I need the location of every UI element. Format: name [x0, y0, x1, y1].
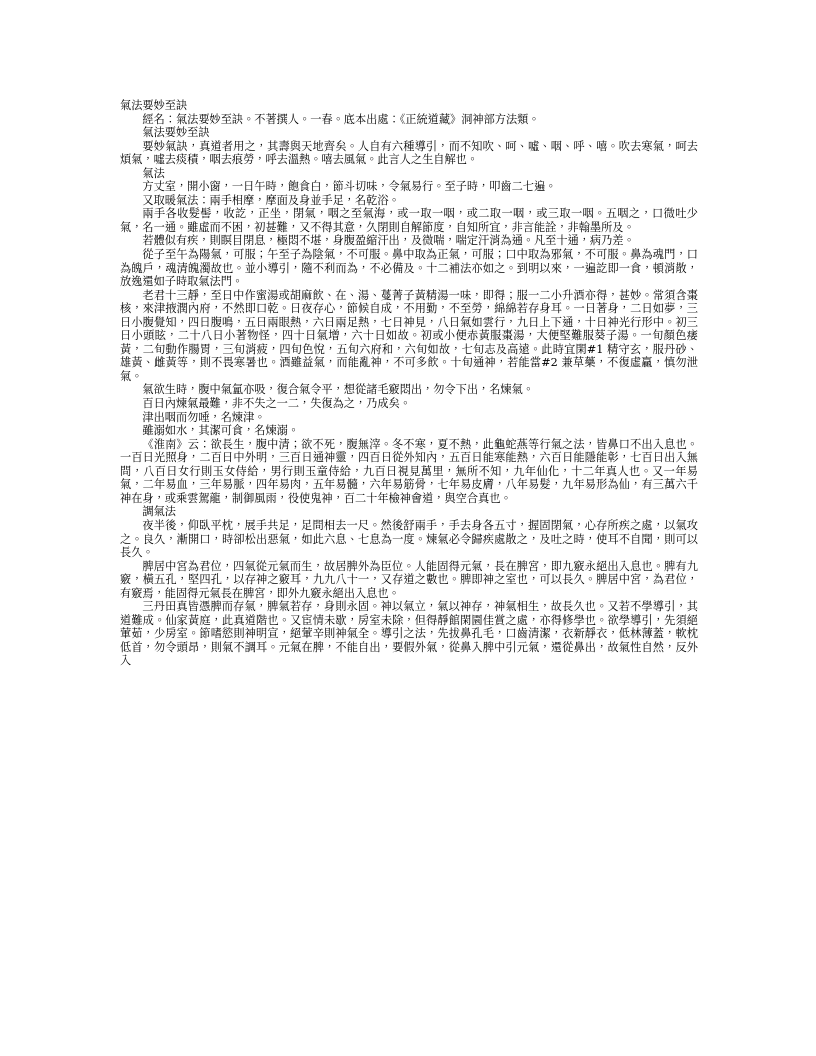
paragraph-body: 《淮南》云：欲長生，腹中清；欲不死，腹無滓。冬不寒，夏不熱，此龜蛇燕等行氣之法，皆鼻口不出入息也。一百日光照身，二百日中外明，三百日通神靈，四百日從外知內，五百日能寒能熱，六百日能隱能彰，七百日出入無問，八百日女行則玉女侍給，男行則玉童侍給，九百日視見萬里，無所不知，九年仙化，十二年真人也。又一年易氣，二年易血，三年易脈，四年易肉，五年易髓，六年易筋骨，七年易皮膚，八年易髮，九年易形為仙，有三萬六千神在身，或乘雲駕龍，制御風雨，役使鬼神，百二十年檢神會道，與空合真也。: [120, 437, 698, 505]
paragraph-body: 若體似有疾，則瞑目閉息，極悶不堪，身腹盈縮汗出，及微喘，喘定汗消為通。凡至十通，病乃差。: [142, 234, 635, 248]
paragraph-body: 要妙氣訣，真道者用之，其壽與天地齊矣。人自有六種導引，而不知吹、呵、噓、咽、呼、嘻。吹去寒氣，呵去煩氣，噓去痰積，咽去痕勞，呼去溫熱。嘻去風氣。此言人之生自解也。: [120, 139, 698, 167]
paragraph-body: 津出咽而勿唾，名煉津。: [142, 410, 266, 424]
paragraph-heading-tiaoqifa: 調氣法: [142, 505, 176, 519]
paragraph-body: 兩手各收髮髻，收訖，正坐，閉氣，咽之至氣海，或一取一咽，或二取一咽，或三取一咽。五咽之，口微吐少氣，名一通。雖虛而不困，初甚難，又不得其意，久閉則自解節度，自知所宜，非言能詮，非翰墨所及。: [120, 207, 698, 234]
paragraph-body: 氣欲生時，腹中氣氳亦吸，復合氣令平，想從諸毛竅悶出，勿令下出，名煉氣。: [142, 383, 534, 397]
paragraph-body: 雖溺如水，其潔可食，名煉溺。: [142, 424, 300, 438]
paragraph-body: 百日內煉氣最難，非不失之一二，失復為之，乃成矣。: [142, 397, 411, 411]
paragraph-heading-qifa-yaomiao: 氣法要妙至訣: [142, 126, 210, 140]
document-text-column: [120, 99, 698, 668]
paragraph-colophon: 經名：氣法要妙至訣。不著撰人。一春。底本出處：《正統道藏》洞神部方法類。: [142, 112, 540, 126]
paragraph-body: 又取暖氣法：兩手相摩，摩面及身並手足，名乾浴。: [142, 193, 400, 207]
paragraph-body: 脾居中宮為君位，四氣從元氣而生，故居脾外為臣位。人能固得元氣，長在脾宮，即九竅永絕出入息也。脾有九竅，橫五孔，堅四孔，以存神之竅耳，九九八十一，又存道之數也。脾即神之室也，可以長久。脾居中宮，為君位，有竅焉，能固得元氣長在脾宮，即外九竅永絕出入息也。: [120, 559, 698, 600]
paragraph-body: 老君十三靜，至日中作蜜湯或胡麻飲、在、湯、蔓菁子黃精湯一味，即得；服一二小升酒亦得，甚妙。常須含棗核，來津掖潤內府，不然即口乾。日夜存心，節候自成，不用勤，不至勞，綿綿若存身耳。一日著身，二日如夢，三日小腹覺知，四日腹鳴，五日兩眼熱，六日兩足熱，七日神見，八日氣如雲行，九日上下通，十日神光行形中。初三日小頭眩，二十八日小著物怪，四十日氣增，六十日如故。初或小便赤黃服棗湯，大便堅難服葵子湯。一旬顏色痿黃，二旬動作腸胃，三旬消疲，四旬色悅，五旬六府和，六旬如故，七旬志及高遠。此時宜閑#1 精守玄，服丹砂、雄黃、雌黃等，則不畏寒暑也。酒雖益氣，而能亂神，不可多飲。十旬通神，若能當#2 兼草藥，不復虛贏，慎勿泄氣。: [120, 288, 698, 383]
paragraph-body: 三丹田真皆憑脾而存氣，脾氣若存，身則永固。神以氣立，氣以神存，神氣相生，故長久也。又若不學導引，其道難成。仙家黃庭，此真道階也。又宦情未歇，房室未除，但得靜館閑園佳賞之處，亦得修學也。欲學導引，先須絕葷茹，少房室。節嗜慾則神明宣，絕葷辛則神氣全。導引之法，先拔鼻孔毛，口齒清潔，衣新靜衣，低林薄蓋，軟枕低首，勿令頭昂，則氣不調耳。元氣在脾，不能自出，要假外氣，從鼻入脾中引元氣，還從鼻出，故氣性自然，反外入: [120, 600, 698, 668]
paragraph-heading-qifa: 氣法: [142, 166, 165, 180]
paragraph-body: 方丈室，開小窗，一日午時，飽食白，節斗切味，令氣易行。至子時，叩齒二七遍。: [142, 180, 557, 194]
paragraph-title: 氣法要妙至訣: [120, 99, 188, 112]
paragraph-body: 夜半後，仰臥平枕，展手共足，足問相去一尺。然後舒兩手，手去身各五寸，握固閉氣，心存所疾之處，以氣攻之。良久，漸開口，時卻松出惡氣，如此六息、七息為一度。煉氣必令歸疾處散之，及吐之時，使耳不自聞，則可以長久。: [120, 518, 698, 560]
paragraph-body: 從子至午為陽氣，可服；午至子為陰氣，不可服。鼻中取為正氣，可服；口中取為邪氣，不可服。鼻為魂門，口為魄戶，魂清魄濁故也。並小導引，隨不利而為，不必備及。十二補法亦如之。到明以來，一遍訖即一食，頓消散，放逸還如子時取氣法門。: [120, 248, 698, 289]
